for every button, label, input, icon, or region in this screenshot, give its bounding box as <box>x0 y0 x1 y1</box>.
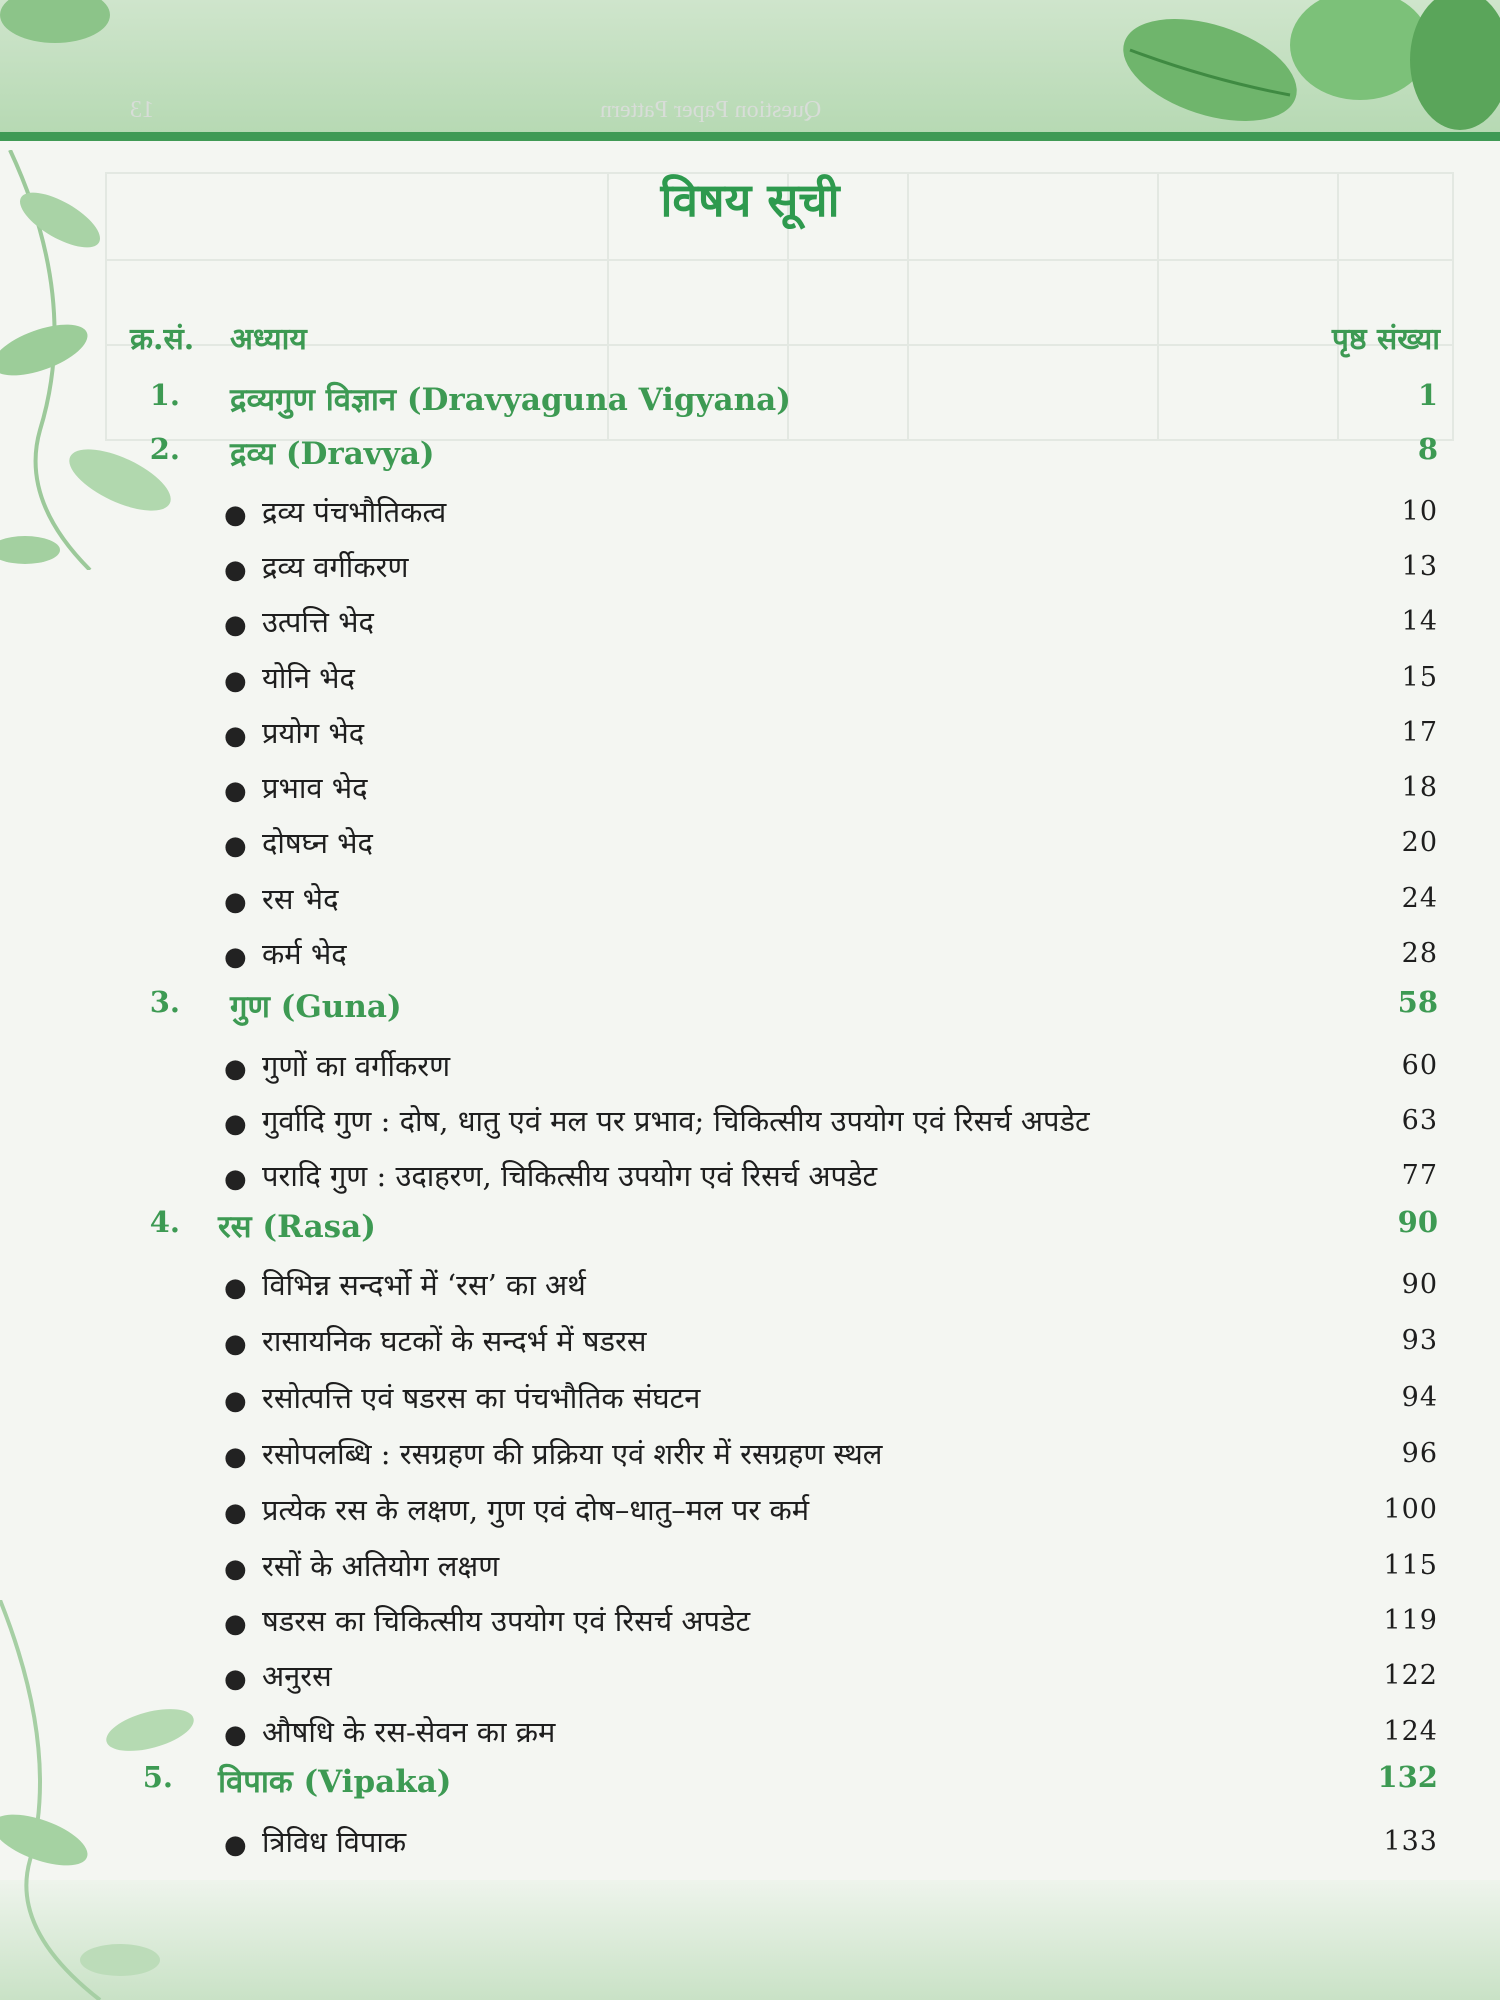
section-title: अनुरस <box>262 1659 332 1693</box>
bullet-icon: ● <box>224 776 247 806</box>
section-title: रासायनिक घटकों के सन्दर्भ में षडरस <box>262 1324 647 1358</box>
footer-band <box>0 1880 1500 2000</box>
bullet-icon: ● <box>224 1442 247 1472</box>
section-title: औषधि के रस-सेवन का क्रम <box>262 1715 556 1749</box>
page-title: विषय सूची <box>660 173 840 227</box>
section-row[interactable] <box>0 1378 1500 1422</box>
section-title: प्रयोग भेद <box>262 716 365 750</box>
chapter-page: 58 <box>1397 985 1438 1019</box>
section-title: प्रत्येक रस के लक्षण, गुण एवं दोष–धातु–मल पर कर्म <box>262 1493 810 1527</box>
bullet-icon: ● <box>224 1720 247 1750</box>
chapter-page: 90 <box>1397 1205 1438 1239</box>
section-page: 124 <box>1383 1716 1438 1747</box>
section-row[interactable] <box>0 768 1500 812</box>
chapter-row[interactable] <box>0 378 1500 422</box>
section-row[interactable] <box>0 658 1500 702</box>
section-page: 100 <box>1383 1494 1438 1525</box>
section-row[interactable] <box>0 1156 1500 1200</box>
bullet-icon: ● <box>224 942 247 972</box>
section-title: रसों के अतियोग लक्षण <box>262 1549 500 1583</box>
section-title: दोषघ्न भेद <box>262 826 373 860</box>
bullet-icon: ● <box>224 666 247 696</box>
section-page: 24 <box>1401 883 1438 914</box>
chapter-number: 4. <box>149 1205 180 1239</box>
section-page: 94 <box>1401 1382 1438 1413</box>
section-row[interactable] <box>0 1822 1500 1866</box>
section-row[interactable] <box>0 823 1500 867</box>
chapter-number: 1. <box>149 378 180 412</box>
chapter-page: 132 <box>1377 1760 1438 1794</box>
section-page: 63 <box>1401 1105 1438 1136</box>
running-title: Question Paper Pattern <box>600 97 822 123</box>
section-row[interactable] <box>0 934 1500 978</box>
section-row[interactable] <box>0 602 1500 646</box>
bullet-icon: ● <box>224 1273 247 1303</box>
chapter-row[interactable] <box>0 1205 1500 1249</box>
chapter-page: 1 <box>1417 378 1438 412</box>
section-row[interactable] <box>0 1101 1500 1145</box>
section-page: 14 <box>1401 606 1438 637</box>
section-row[interactable] <box>0 1490 1500 1534</box>
section-page: 77 <box>1401 1160 1438 1191</box>
chapter-title: विपाक (Vipaka) <box>218 1764 452 1800</box>
section-page: 10 <box>1401 496 1438 527</box>
section-row[interactable] <box>0 547 1500 591</box>
section-row[interactable] <box>0 713 1500 757</box>
bullet-icon: ● <box>224 1329 247 1359</box>
section-row[interactable] <box>0 1546 1500 1590</box>
section-title: विभिन्न सन्दर्भो में ‘रस’ का अर्थ <box>262 1268 586 1302</box>
section-page: 20 <box>1401 827 1438 858</box>
bullet-icon: ● <box>224 1498 247 1528</box>
section-page: 28 <box>1401 938 1438 969</box>
bullet-icon: ● <box>224 555 247 585</box>
bullet-icon: ● <box>224 721 247 751</box>
bullet-icon: ● <box>224 1554 247 1584</box>
running-page: 13 <box>130 97 154 123</box>
section-page: 60 <box>1401 1050 1438 1081</box>
section-row[interactable] <box>0 1046 1500 1090</box>
chapter-number: 2. <box>149 432 180 466</box>
bullet-icon: ● <box>224 1386 247 1416</box>
section-title: त्रिविध विपाक <box>262 1825 407 1859</box>
section-page: 115 <box>1383 1550 1438 1581</box>
section-title: गुणों का वर्गीकरण <box>262 1049 451 1083</box>
chapter-row[interactable] <box>0 1760 1500 1804</box>
chapter-page: 8 <box>1417 432 1438 466</box>
chapter-title: गुण (Guna) <box>230 989 402 1025</box>
section-page: 119 <box>1383 1605 1438 1636</box>
chapter-title: द्रव्यगुण विज्ञान (Dravyaguna Vigyana) <box>230 382 791 418</box>
leaf-top-left-icon <box>0 0 130 60</box>
bullet-icon: ● <box>224 1054 247 1084</box>
section-title: परादि गुण : उदाहरण, चिकित्सीय उपयोग एवं रिसर्च अपडेट <box>262 1159 878 1193</box>
section-title: द्रव्य वर्गीकरण <box>262 550 409 584</box>
section-title: षडरस का चिकित्सीय उपयोग एवं रिसर्च अपडेट <box>262 1604 751 1638</box>
bullet-icon: ● <box>224 1164 247 1194</box>
bullet-icon: ● <box>224 1664 247 1694</box>
section-page: 93 <box>1401 1325 1438 1356</box>
chapter-number: 5. <box>142 1760 173 1794</box>
section-page: 15 <box>1401 662 1438 693</box>
section-title: प्रभाव भेद <box>262 771 368 805</box>
section-row[interactable] <box>0 1601 1500 1645</box>
section-row[interactable] <box>0 1656 1500 1700</box>
section-page: 13 <box>1401 551 1438 582</box>
bullet-icon: ● <box>224 1609 247 1639</box>
column-page-header: पृष्ठ संख्या <box>1331 322 1440 357</box>
column-chapter-header: अध्याय <box>230 322 307 357</box>
section-title: योनि भेद <box>262 661 355 695</box>
bullet-icon: ● <box>224 887 247 917</box>
section-title: रसोत्पत्ति एवं षडरस का पंचभौतिक संघटन <box>262 1381 701 1415</box>
section-page: 133 <box>1383 1826 1438 1857</box>
bullet-icon: ● <box>224 610 247 640</box>
chapter-number: 3. <box>149 985 180 1019</box>
header-rule <box>0 132 1500 141</box>
bullet-icon: ● <box>224 500 247 530</box>
chapter-title: द्रव्य (Dravya) <box>230 436 435 472</box>
leaf-top-right-icon <box>1090 0 1500 130</box>
section-title: उत्पत्ति भेद <box>262 605 374 639</box>
bullet-icon: ● <box>224 1109 247 1139</box>
section-row[interactable] <box>0 1321 1500 1365</box>
section-title: रस भेद <box>262 882 339 916</box>
section-title: गुर्वादि गुण : दोष, धातु एवं मल पर प्रभाव; चिकित्सीय उपयोग एवं रिसर्च अपडेट <box>262 1104 1090 1138</box>
chapter-row[interactable] <box>0 985 1500 1029</box>
column-serial-header: क्र.सं. <box>130 322 195 357</box>
section-page: 18 <box>1401 772 1438 803</box>
section-page: 17 <box>1401 717 1438 748</box>
section-row[interactable] <box>0 1712 1500 1756</box>
section-title: कर्म भेद <box>262 937 347 971</box>
section-row[interactable] <box>0 492 1500 536</box>
section-page: 90 <box>1401 1269 1438 1300</box>
section-title: रसोपलब्धि : रसग्रहण की प्रक्रिया एवं शरीर में रसग्रहण स्थल <box>262 1437 883 1471</box>
bullet-icon: ● <box>224 1830 247 1860</box>
section-row[interactable] <box>0 1265 1500 1309</box>
section-title: द्रव्य पंचभौतिकत्व <box>262 495 447 529</box>
section-row[interactable] <box>0 879 1500 923</box>
section-page: 122 <box>1383 1660 1438 1691</box>
bullet-icon: ● <box>224 831 247 861</box>
section-page: 96 <box>1401 1438 1438 1469</box>
chapter-title: रस (Rasa) <box>218 1209 376 1245</box>
section-row[interactable] <box>0 1434 1500 1478</box>
chapter-row[interactable] <box>0 432 1500 476</box>
